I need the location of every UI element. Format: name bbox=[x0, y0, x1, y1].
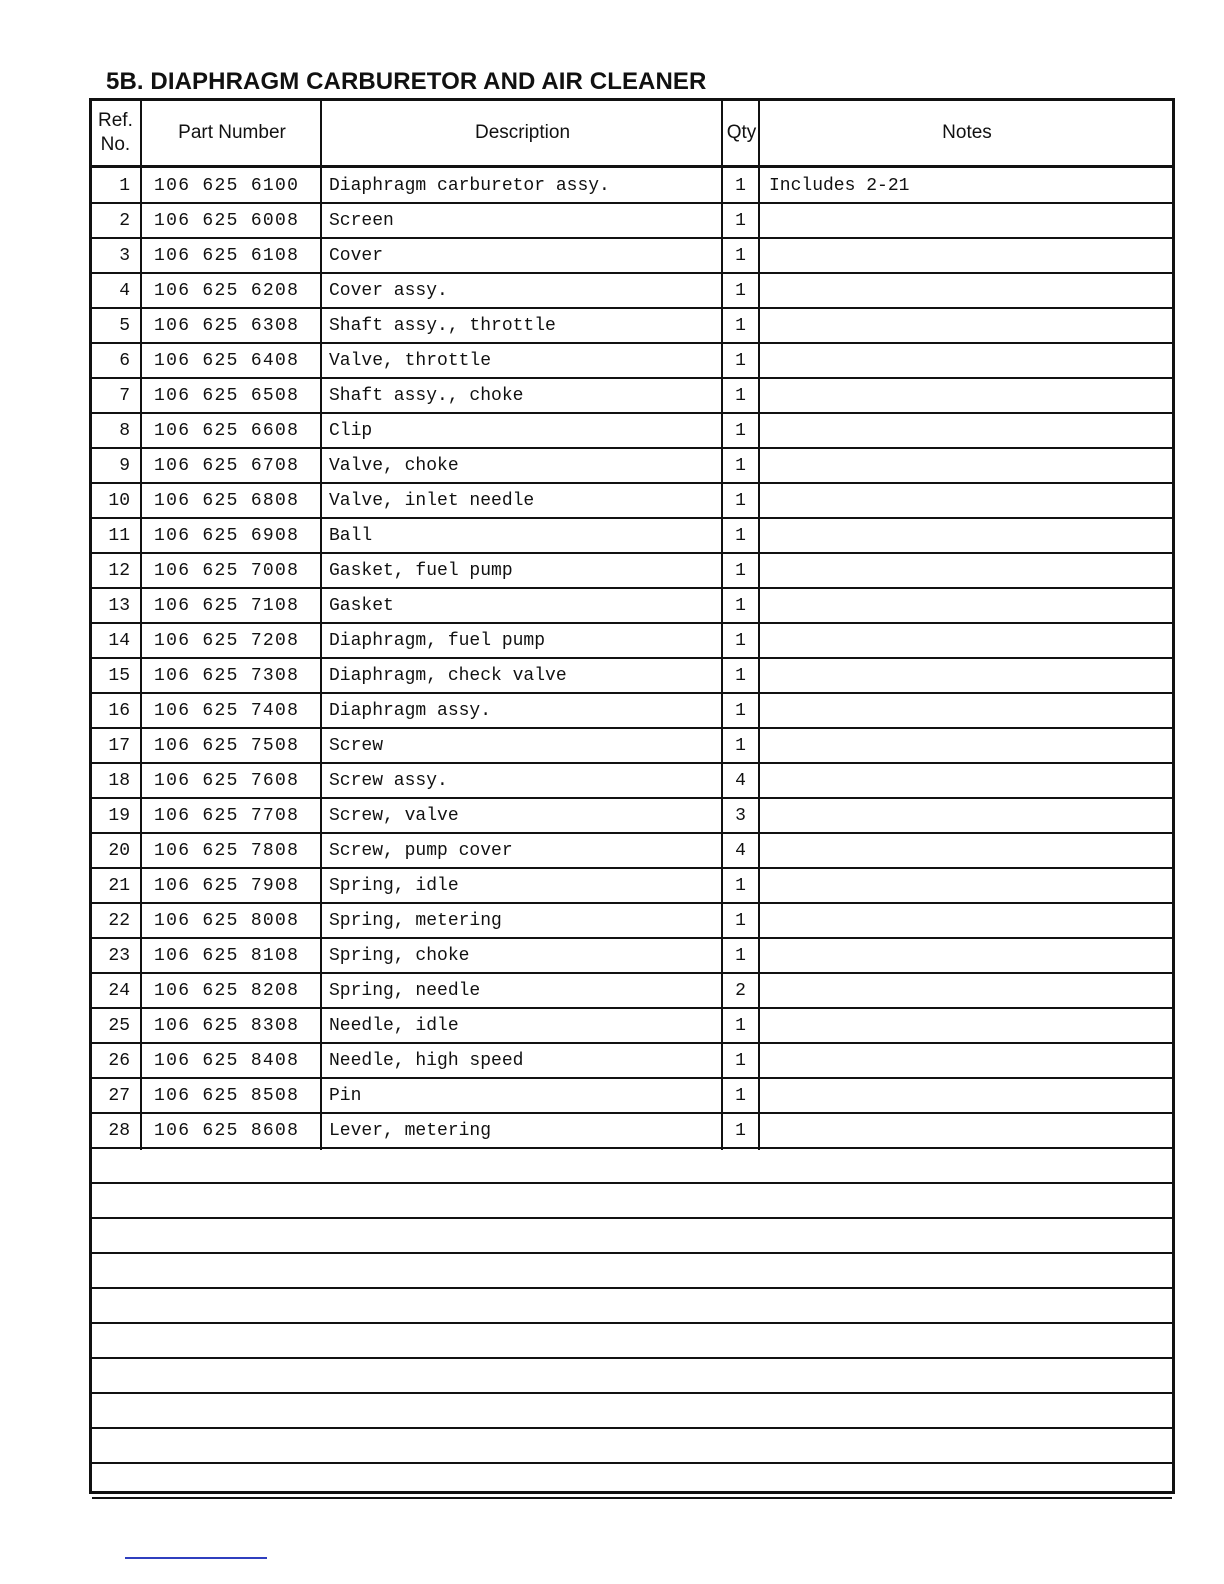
ref-no-cell: 1 bbox=[119, 175, 130, 196]
part-number-cell: 106 625 7908 bbox=[154, 875, 300, 896]
description-cell: Shaft assy., throttle bbox=[329, 315, 556, 336]
table-row bbox=[92, 554, 1172, 589]
table-row bbox=[92, 309, 1172, 344]
qty-cell: 1 bbox=[735, 945, 746, 966]
description-cell: Spring, metering bbox=[329, 910, 502, 931]
part-number-cell: 106 625 6008 bbox=[154, 210, 300, 231]
description-cell: Pin bbox=[329, 1085, 362, 1106]
notes-cell bbox=[760, 1114, 1174, 1147]
qty-cell: 4 bbox=[735, 840, 746, 861]
table-row bbox=[92, 729, 1172, 764]
parts-table bbox=[89, 98, 1175, 1494]
part-number-cell: 106 625 7108 bbox=[154, 595, 300, 616]
qty-cell: 1 bbox=[735, 875, 746, 896]
blank-row bbox=[92, 1289, 1172, 1324]
part-number-cell: 106 625 6908 bbox=[154, 525, 300, 546]
part-number-cell: 106 625 7808 bbox=[154, 840, 300, 861]
table-row bbox=[92, 799, 1172, 834]
notes-cell bbox=[760, 869, 1174, 902]
table-row bbox=[92, 169, 1172, 204]
ref-no-cell: 26 bbox=[108, 1050, 130, 1071]
qty-cell: 1 bbox=[735, 350, 746, 371]
blank-row bbox=[92, 1464, 1172, 1499]
notes-cell bbox=[760, 624, 1174, 657]
blank-row bbox=[92, 1149, 1172, 1184]
ref-no-cell: 11 bbox=[108, 525, 130, 546]
part-number-cell: 106 625 7708 bbox=[154, 805, 300, 826]
ref-no-cell: 3 bbox=[119, 245, 130, 266]
ref-no-cell: 8 bbox=[119, 420, 130, 441]
notes-cell bbox=[760, 204, 1174, 237]
description-cell: Cover assy. bbox=[329, 280, 448, 301]
footer-rule bbox=[125, 1557, 267, 1559]
table-row bbox=[92, 764, 1172, 799]
table-row bbox=[92, 659, 1172, 694]
part-number-cell: 106 625 7308 bbox=[154, 665, 300, 686]
qty-cell: 1 bbox=[735, 910, 746, 931]
ref-no-cell: 15 bbox=[108, 665, 130, 686]
ref-no-cell: 4 bbox=[119, 280, 130, 301]
notes-cell bbox=[760, 379, 1174, 412]
qty-cell: 1 bbox=[735, 175, 746, 196]
description-cell: Diaphragm, fuel pump bbox=[329, 630, 546, 651]
blank-row bbox=[92, 1429, 1172, 1464]
ref-no-cell: 24 bbox=[108, 980, 130, 1001]
qty-cell: 3 bbox=[735, 805, 746, 826]
ref-no-cell: 27 bbox=[108, 1085, 130, 1106]
qty-cell: 1 bbox=[735, 525, 746, 546]
description-cell: Diaphragm carburetor assy. bbox=[329, 175, 610, 196]
table-row bbox=[92, 589, 1172, 624]
description-cell: Screw assy. bbox=[329, 770, 448, 791]
part-number-cell: 106 625 7208 bbox=[154, 630, 300, 651]
part-number-cell: 106 625 6108 bbox=[154, 245, 300, 266]
blank-row bbox=[92, 1254, 1172, 1289]
part-number-cell: 106 625 8608 bbox=[154, 1120, 300, 1141]
description-cell: Gasket, fuel pump bbox=[329, 560, 513, 581]
qty-cell: 1 bbox=[735, 1085, 746, 1106]
notes-cell bbox=[760, 554, 1174, 587]
description-cell: Valve, choke bbox=[329, 455, 459, 476]
part-number-cell: 106 625 8308 bbox=[154, 1015, 300, 1036]
column-header-notes: Notes bbox=[942, 122, 992, 143]
table-row bbox=[92, 939, 1172, 974]
description-cell: Spring, choke bbox=[329, 945, 470, 966]
notes-cell bbox=[760, 274, 1174, 307]
notes-cell bbox=[760, 589, 1174, 622]
ref-no-cell: 22 bbox=[108, 910, 130, 931]
notes-cell: Includes 2-21 bbox=[769, 175, 910, 196]
description-cell: Needle, idle bbox=[329, 1015, 459, 1036]
ref-no-cell: 14 bbox=[108, 630, 130, 651]
notes-cell bbox=[760, 309, 1174, 342]
qty-cell: 2 bbox=[735, 980, 746, 1001]
notes-cell bbox=[760, 449, 1174, 482]
notes-cell bbox=[760, 414, 1174, 447]
blank-row bbox=[92, 1219, 1172, 1254]
table-row bbox=[92, 1009, 1172, 1044]
table-row bbox=[92, 379, 1172, 414]
table-row bbox=[92, 624, 1172, 659]
notes-cell bbox=[760, 799, 1174, 832]
blank-row bbox=[92, 1184, 1172, 1219]
notes-cell bbox=[760, 974, 1174, 1007]
table-row bbox=[92, 1079, 1172, 1114]
description-cell: Screw bbox=[329, 735, 384, 756]
part-number-cell: 106 625 7608 bbox=[154, 770, 300, 791]
column-divider bbox=[721, 101, 723, 1150]
qty-cell: 1 bbox=[735, 315, 746, 336]
blank-row bbox=[92, 1324, 1172, 1359]
description-cell: Cover bbox=[329, 245, 384, 266]
description-cell: Spring, needle bbox=[329, 980, 481, 1001]
notes-cell bbox=[760, 904, 1174, 937]
table-row bbox=[92, 1044, 1172, 1079]
notes-cell bbox=[760, 519, 1174, 552]
description-cell: Needle, high speed bbox=[329, 1050, 524, 1071]
notes-cell bbox=[760, 344, 1174, 377]
qty-cell: 1 bbox=[735, 1015, 746, 1036]
part-number-cell: 106 625 6100 bbox=[154, 175, 300, 196]
qty-cell: 1 bbox=[735, 490, 746, 511]
table-row bbox=[92, 449, 1172, 484]
column-header-description: Description bbox=[474, 122, 571, 143]
qty-cell: 1 bbox=[735, 385, 746, 406]
notes-cell bbox=[760, 834, 1174, 867]
qty-cell: 1 bbox=[735, 245, 746, 266]
column-header-part-number: Part Number bbox=[178, 122, 286, 143]
notes-cell bbox=[760, 659, 1174, 692]
description-cell: Clip bbox=[329, 420, 373, 441]
page-title: 5B. DIAPHRAGM CARBURETOR AND AIR CLEANER bbox=[106, 68, 707, 95]
part-number-cell: 106 625 6708 bbox=[154, 455, 300, 476]
part-number-cell: 106 625 6308 bbox=[154, 315, 300, 336]
part-number-cell: 106 625 8008 bbox=[154, 910, 300, 931]
column-header-ref-no: Ref. No. bbox=[98, 110, 133, 155]
table-row bbox=[92, 694, 1172, 729]
ref-no-cell: 5 bbox=[119, 315, 130, 336]
description-cell: Valve, inlet needle bbox=[329, 490, 535, 511]
ref-no-cell: 21 bbox=[108, 875, 130, 896]
qty-cell: 1 bbox=[735, 455, 746, 476]
table-row bbox=[92, 414, 1172, 449]
description-cell: Spring, idle bbox=[329, 875, 459, 896]
part-number-cell: 106 625 8108 bbox=[154, 945, 300, 966]
qty-cell: 1 bbox=[735, 420, 746, 441]
description-cell: Gasket bbox=[329, 595, 394, 616]
ref-no-cell: 23 bbox=[108, 945, 130, 966]
table-row bbox=[92, 204, 1172, 239]
table-header bbox=[92, 101, 1172, 168]
part-number-cell: 106 625 8408 bbox=[154, 1050, 300, 1071]
part-number-cell: 106 625 6408 bbox=[154, 350, 300, 371]
description-cell: Diaphragm, check valve bbox=[329, 665, 567, 686]
description-cell: Screen bbox=[329, 210, 394, 231]
qty-cell: 1 bbox=[735, 210, 746, 231]
table-row bbox=[92, 834, 1172, 869]
column-header-qty: Qty bbox=[726, 122, 757, 143]
part-number-cell: 106 625 7508 bbox=[154, 735, 300, 756]
notes-cell bbox=[760, 484, 1174, 517]
table-row bbox=[92, 1114, 1172, 1149]
notes-cell bbox=[760, 239, 1174, 272]
part-number-cell: 106 625 8208 bbox=[154, 980, 300, 1001]
column-divider bbox=[758, 101, 760, 1150]
ref-no-cell: 19 bbox=[108, 805, 130, 826]
qty-cell: 1 bbox=[735, 735, 746, 756]
qty-cell: 1 bbox=[735, 560, 746, 581]
notes-cell bbox=[760, 694, 1174, 727]
qty-cell: 4 bbox=[735, 770, 746, 791]
part-number-cell: 106 625 6608 bbox=[154, 420, 300, 441]
table-row bbox=[92, 904, 1172, 939]
table-row bbox=[92, 344, 1172, 379]
part-number-cell: 106 625 6208 bbox=[154, 280, 300, 301]
ref-no-cell: 9 bbox=[119, 455, 130, 476]
qty-cell: 1 bbox=[735, 630, 746, 651]
blank-row bbox=[92, 1394, 1172, 1429]
qty-cell: 1 bbox=[735, 1120, 746, 1141]
ref-no-cell: 20 bbox=[108, 840, 130, 861]
notes-cell bbox=[760, 1079, 1174, 1112]
qty-cell: 1 bbox=[735, 280, 746, 301]
ref-no-cell: 10 bbox=[108, 490, 130, 511]
table-row bbox=[92, 869, 1172, 904]
ref-no-cell: 2 bbox=[119, 210, 130, 231]
part-number-cell: 106 625 6808 bbox=[154, 490, 300, 511]
description-cell: Lever, metering bbox=[329, 1120, 492, 1141]
notes-cell bbox=[760, 939, 1174, 972]
description-cell: Valve, throttle bbox=[329, 350, 492, 371]
description-cell: Screw, pump cover bbox=[329, 840, 513, 861]
table-row bbox=[92, 274, 1172, 309]
ref-no-cell: 17 bbox=[108, 735, 130, 756]
table-row bbox=[92, 974, 1172, 1009]
table-row bbox=[92, 239, 1172, 274]
notes-cell bbox=[760, 1009, 1174, 1042]
ref-no-cell: 6 bbox=[119, 350, 130, 371]
notes-cell bbox=[760, 764, 1174, 797]
notes-cell bbox=[760, 1044, 1174, 1077]
ref-no-cell: 7 bbox=[119, 385, 130, 406]
ref-no-cell: 13 bbox=[108, 595, 130, 616]
part-number-cell: 106 625 7408 bbox=[154, 700, 300, 721]
qty-cell: 1 bbox=[735, 1050, 746, 1071]
notes-cell bbox=[760, 729, 1174, 762]
column-divider bbox=[140, 101, 142, 1150]
qty-cell: 1 bbox=[735, 700, 746, 721]
part-number-cell: 106 625 8508 bbox=[154, 1085, 300, 1106]
ref-no-cell: 12 bbox=[108, 560, 130, 581]
qty-cell: 1 bbox=[735, 665, 746, 686]
blank-row bbox=[92, 1359, 1172, 1394]
qty-cell: 1 bbox=[735, 595, 746, 616]
ref-no-cell: 25 bbox=[108, 1015, 130, 1036]
ref-no-cell: 28 bbox=[108, 1120, 130, 1141]
part-number-cell: 106 625 6508 bbox=[154, 385, 300, 406]
table-row bbox=[92, 519, 1172, 554]
table-row bbox=[92, 484, 1172, 519]
description-cell: Shaft assy., choke bbox=[329, 385, 524, 406]
part-number-cell: 106 625 7008 bbox=[154, 560, 300, 581]
ref-no-cell: 18 bbox=[108, 770, 130, 791]
ref-no-cell: 16 bbox=[108, 700, 130, 721]
description-cell: Ball bbox=[329, 525, 373, 546]
column-divider bbox=[320, 101, 322, 1150]
description-cell: Screw, valve bbox=[329, 805, 459, 826]
description-cell: Diaphragm assy. bbox=[329, 700, 492, 721]
